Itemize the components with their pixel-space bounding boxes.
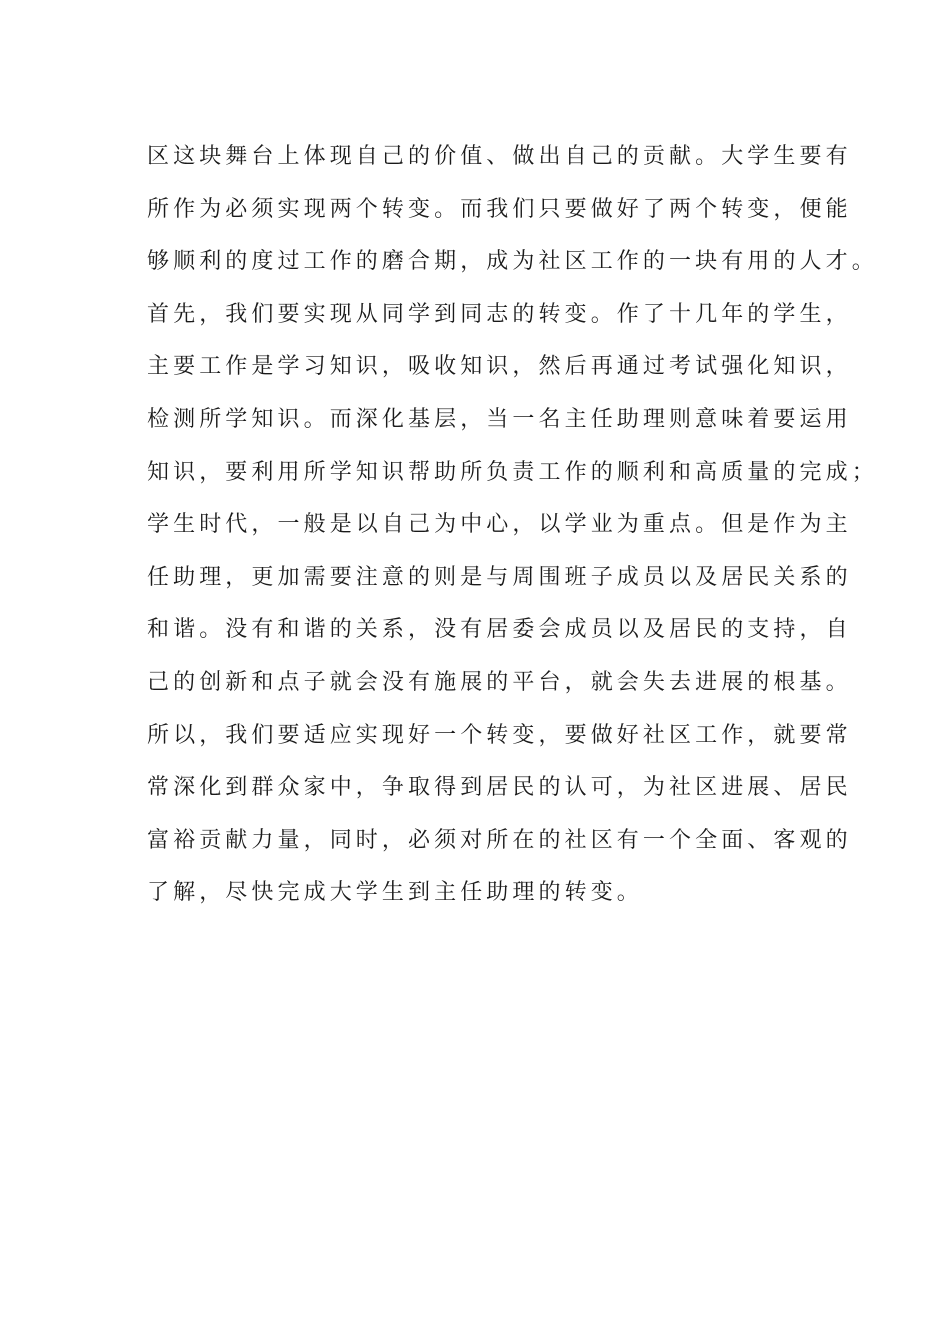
text-line: 常深化到群众家中，争取得到居民的认可，为社区进展、居民 xyxy=(147,775,852,801)
text-line: 学生时代，一般是以自己为中心，以学业为重点。但是作为主 xyxy=(147,512,852,538)
text-line: 区这块舞台上体现自己的价值、做出自己的贡献。大学生要有 xyxy=(147,144,852,169)
text-line: 够顺利的度过工作的磨合期，成为社区工作的一块有用的人才。 xyxy=(147,249,878,275)
text-line: 检测所学知识。而深化基层，当一名主任助理则意味着要运用 xyxy=(147,406,852,432)
body-text xyxy=(147,131,878,920)
text-line: 主要工作是学习知识，吸收知识，然后再通过考试强化知识， xyxy=(147,354,852,380)
text-line: 己的创新和点子就会没有施展的平台，就会失去进展的根基。 xyxy=(147,669,852,695)
text-line: 了解，尽快完成大学生到主任助理的转变。 xyxy=(147,880,643,906)
text-line: 知识，要利用所学知识帮助所负责工作的顺利和高质量的完成； xyxy=(147,459,878,485)
text-line: 和谐。没有和谐的关系，没有居委会成员以及居民的支持，自 xyxy=(147,617,852,643)
text-line: 富裕贡献力量，同时，必须对所在的社区有一个全面、客观的 xyxy=(147,827,852,853)
text-line: 所以，我们要适应实现好一个转变，要做好社区工作，就要常 xyxy=(147,722,852,748)
text-line: 首先，我们要实现从同学到同志的转变。作了十几年的学生， xyxy=(147,301,852,327)
text-line: 所作为必须实现两个转变。而我们只要做好了两个转变，便能 xyxy=(147,196,852,222)
text-line: 任助理，更加需要注意的则是与周围班子成员以及居民关系的 xyxy=(147,564,852,590)
